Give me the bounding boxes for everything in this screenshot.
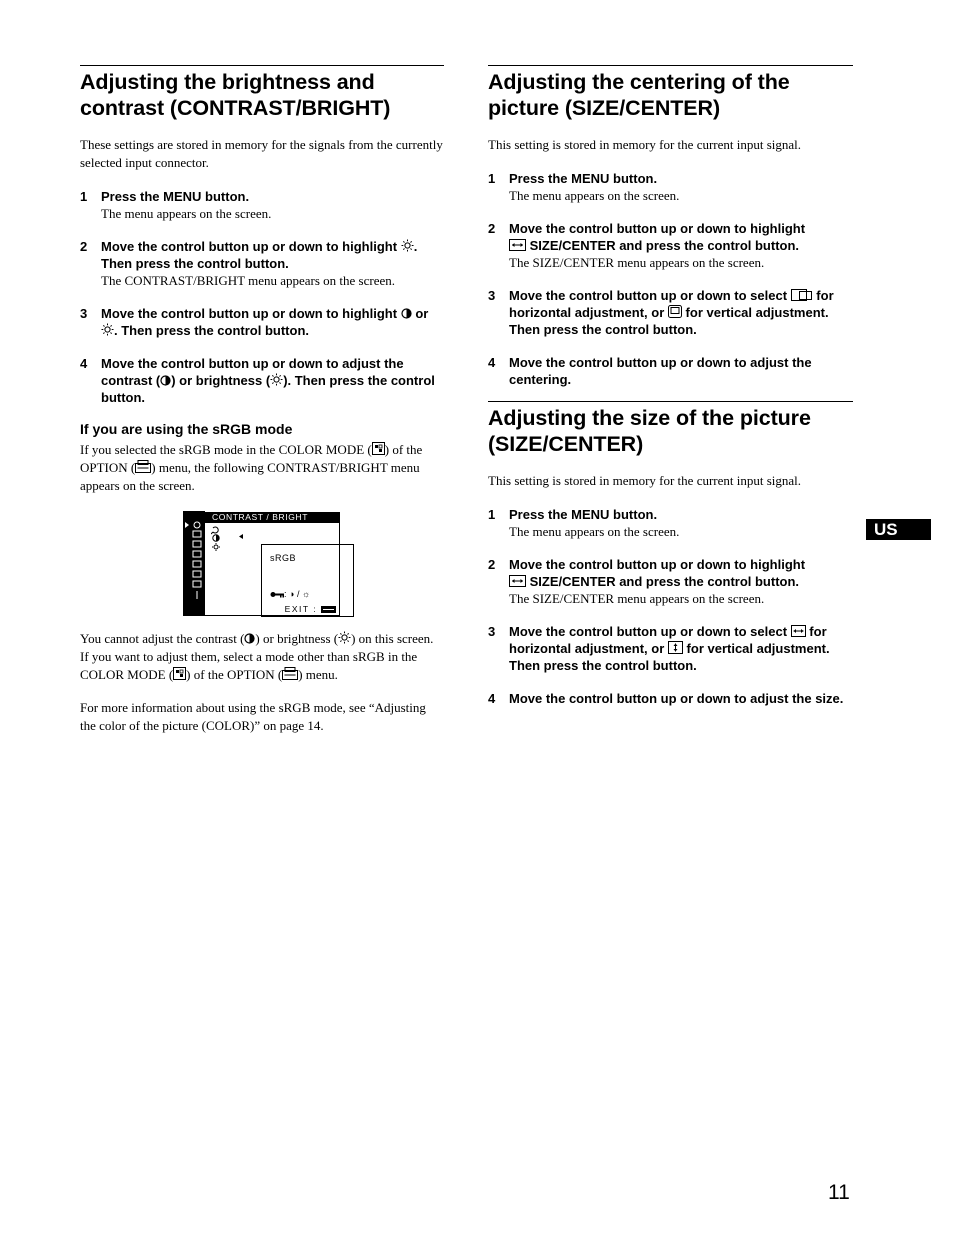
- half-circle-icon: [244, 633, 255, 644]
- step-number: 4: [488, 691, 496, 706]
- sun-icon: [401, 239, 414, 252]
- osd-mode-label: sRGB: [270, 553, 297, 563]
- steps-list: [488, 506, 853, 707]
- page-number: 11: [828, 1181, 850, 1204]
- steps-list: [488, 170, 853, 388]
- half-circle-icon: [401, 308, 412, 319]
- step-text: Move the control button up or down to highlight SIZE/CENTER and press the control button.: [509, 221, 806, 253]
- step-text: Move the control button up or down to adjust the centering.: [509, 355, 812, 387]
- step-number: 2: [488, 221, 496, 236]
- step-number: 3: [488, 624, 496, 639]
- section-rule: [488, 65, 853, 66]
- step-text: Move the control button up or down to highlight SIZE/CENTER and press the control button.: [509, 557, 806, 589]
- intro-text: This setting is stored in memory for the current input signal.: [488, 473, 802, 488]
- step-text: Press the MENU button.: [509, 171, 658, 186]
- step-result: The menu appears on the screen.: [509, 524, 680, 539]
- step-3: [488, 287, 853, 338]
- step-2: [80, 238, 444, 289]
- step-text: Press the MENU button.: [509, 507, 658, 522]
- step-text: Move the control button up or down to highlight or . Then press the control button.: [101, 306, 429, 338]
- cannot-adjust-paragraph: You cannot adjust the contrast ( ) or brightness ( ) on this screen. If you want to adjust them, select a mode other than sRGB in the COLOR MODE ( ) of the OPTION ( ) menu.: [80, 631, 434, 682]
- step-result: The menu appears on the screen.: [101, 206, 272, 221]
- section-title-centering: Adjusting the centering of the picture (SIZE/CENTER): [488, 70, 790, 120]
- more-info-paragraph: For more information about using the sRGB mode, see “Adjusting the color of the picture (COLOR)” on page 14.: [80, 700, 426, 733]
- srgb-paragraph: If you selected the sRGB mode in the COLOR MODE ( ) of the OPTION ( ) menu, the following CONTRAST/BRIGHT menu appears on the screen.: [80, 442, 423, 493]
- srgb-heading: If you are using the sRGB mode: [80, 421, 293, 437]
- intro-text: These settings are stored in memory for the signals from the currently selected input connector.: [80, 137, 443, 170]
- step-text: Move the control button up or down to highlight . Then press the control button.: [101, 239, 418, 271]
- horizontal-center-icon: [791, 289, 813, 301]
- step-number: 3: [80, 306, 88, 321]
- step-number: 4: [80, 356, 88, 371]
- section-title-size: Adjusting the size of the picture (SIZE/CENTER): [488, 406, 811, 456]
- size-center-icon: [509, 575, 526, 587]
- step-number: 1: [488, 507, 496, 522]
- osd-icon-bar: [183, 511, 205, 616]
- steps-list: [80, 188, 444, 406]
- step-1: [488, 506, 853, 540]
- key-icon: [270, 591, 284, 598]
- step-4: [488, 354, 853, 388]
- menu-button-icon: [321, 606, 336, 613]
- right-column: [488, 65, 853, 707]
- step-3: [488, 623, 853, 674]
- step-2: [488, 220, 853, 271]
- step-text: Press the MENU button.: [101, 189, 250, 204]
- vertical-size-icon: [668, 641, 683, 654]
- osd-frame: [205, 522, 340, 616]
- step-2: [488, 556, 853, 607]
- size-center-icon: [509, 239, 526, 251]
- step-text: Move the control button up or down to select for horizontal adjustment, or for vertical adjustment. Then press the control button.: [509, 624, 830, 673]
- step-result: The SIZE/CENTER menu appears on the screen.: [509, 591, 765, 606]
- vertical-center-icon: [668, 305, 682, 318]
- sun-icon: [338, 631, 351, 644]
- color-mode-icon: [173, 667, 186, 680]
- option-icon: [282, 667, 298, 680]
- language-tab: US: [866, 519, 931, 540]
- step-result: The menu appears on the screen.: [509, 188, 680, 203]
- step-4: [488, 690, 853, 707]
- step-number: 2: [488, 557, 496, 572]
- step-text: Move the control button up or down to select for horizontal adjustment, or for vertical adjustment. Then press the control button.: [509, 288, 834, 337]
- color-mode-icon: [372, 442, 385, 455]
- step-number: 1: [488, 171, 496, 186]
- sun-icon: [101, 323, 114, 336]
- step-number: 2: [80, 239, 88, 254]
- intro-text: This setting is stored in memory for the current input signal.: [488, 137, 802, 152]
- step-number: 3: [488, 288, 496, 303]
- osd-exit: EXIT :: [285, 604, 336, 614]
- osd-title: CONTRAST / BRIGHT: [205, 512, 340, 522]
- option-icon: [135, 460, 151, 473]
- osd-lock-row: : ◑ / ☼: [270, 589, 310, 599]
- horizontal-size-icon: [791, 625, 806, 637]
- step-result: The CONTRAST/BRIGHT menu appears on the screen.: [101, 273, 396, 288]
- sun-icon: [270, 373, 283, 386]
- step-1: [80, 188, 444, 222]
- step-3: [80, 305, 444, 339]
- step-text: Move the control button up or down to adjust the size.: [509, 691, 844, 706]
- step-4: [80, 355, 444, 406]
- step-number: 1: [80, 189, 88, 204]
- section-rule: [80, 65, 444, 66]
- section-title-contrast-bright: Adjusting the brightness and contrast (CONTRAST/BRIGHT): [80, 70, 391, 120]
- step-number: 4: [488, 355, 496, 370]
- half-circle-icon: [160, 375, 171, 386]
- step-1: [488, 170, 853, 204]
- section-rule: [488, 401, 853, 402]
- step-result: The SIZE/CENTER menu appears on the screen.: [509, 255, 765, 270]
- step-text: Move the control button up or down to adjust the contrast ( ) or brightness ( ). Then press the control button.: [101, 356, 435, 405]
- osd-menu-figure: [183, 511, 340, 616]
